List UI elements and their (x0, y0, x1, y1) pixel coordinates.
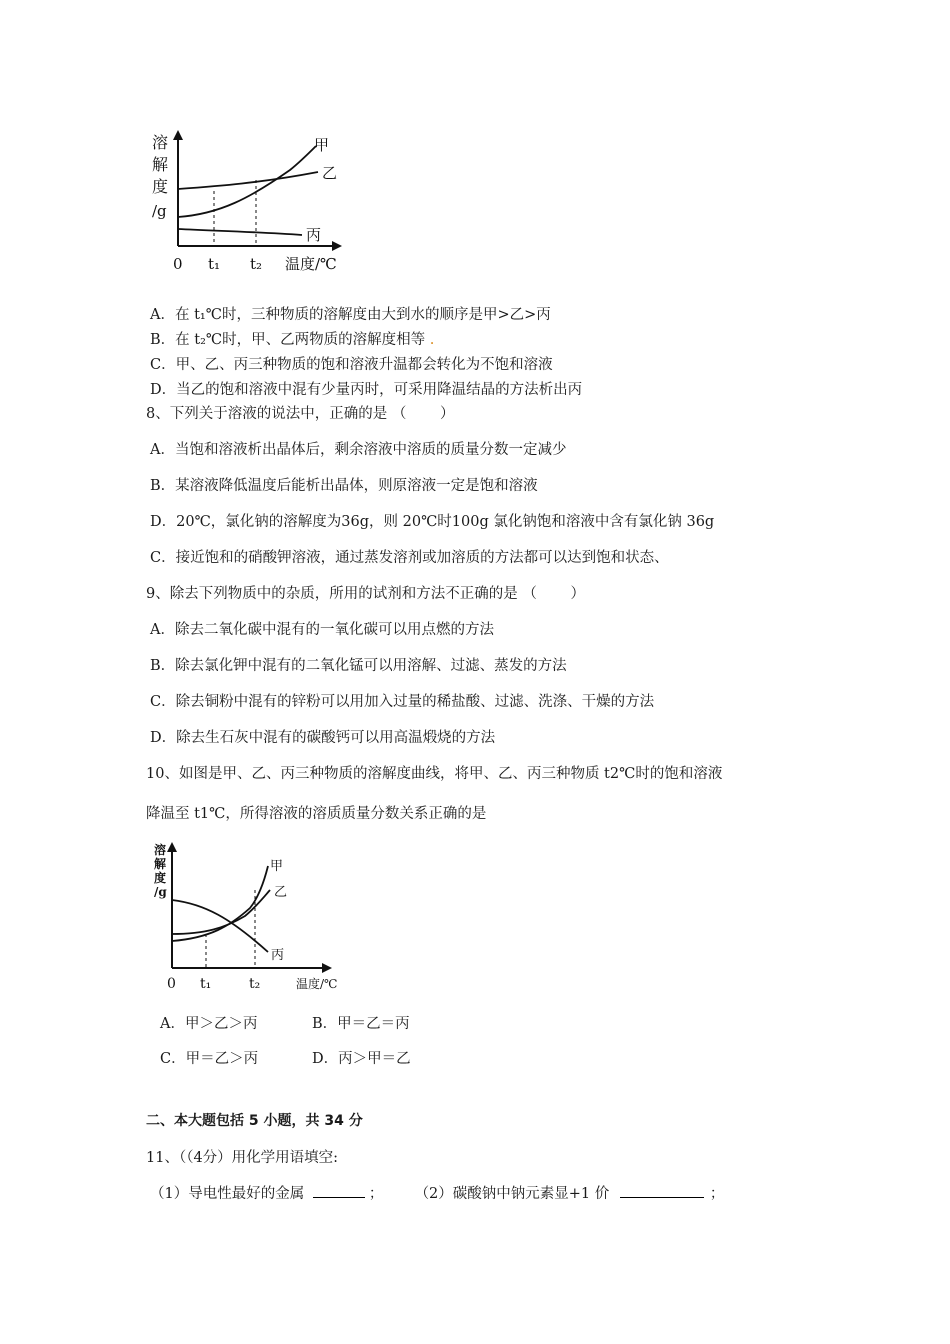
chart1-label-bing: 丙 (306, 226, 322, 244)
chart2-ylabel-3: 度 (154, 871, 167, 885)
q8-option-c: C．接近饱和的硝酸钾溶液，通过蒸发溶剂或加溶质的方法都可以达到饱和状态、 (150, 550, 669, 566)
q10-option-b: B．甲＝乙＝丙 (312, 1016, 410, 1032)
q11-part2: （2）碳酸钠中钠元素显+1 价 (414, 1186, 610, 1202)
solubility-chart-1-svg (140, 128, 370, 278)
chart1-curve-yi (178, 172, 318, 189)
q11-part1: （1）导电性最好的金属 (150, 1186, 305, 1202)
q8-option-b: B．某溶液降低温度后能析出晶体，则原溶液一定是饱和溶液 (150, 478, 538, 494)
q9-option-d: D．除去生石灰中混有的碳酸钙可以用高温煅烧的方法 (150, 730, 496, 746)
q9-option-b: B．除去氯化钾中混有的二氧化锰可以用溶解、过滤、蒸发的方法 (150, 658, 567, 674)
chart1-ylabel-4: /g (152, 202, 167, 220)
q11-end: ； (709, 1186, 725, 1202)
chart2-ylabel-4: /g (154, 885, 167, 899)
q11-blank-2[interactable] (620, 1183, 704, 1198)
q7-option-c: C．甲、乙、丙三种物质的饱和溶液升温都会转化为不饱和溶液 (150, 357, 553, 373)
chart1-label-jia: 甲 (314, 136, 330, 154)
chart1-curve-jia (178, 146, 316, 217)
section-2-heading: 二、本大题包括 5 小题，共 34 分 (146, 1113, 363, 1129)
q8-option-d: D．20℃，氯化钠的溶解度为36g，则 20℃时100g 氯化钠饱和溶液中含有氯化钠 36g (150, 514, 715, 530)
chart2-x-arrow (322, 963, 332, 973)
q8-stem: 8、下列关于溶液的说法中，正确的是 （ ） (146, 406, 455, 422)
solubility-chart-2-svg (150, 838, 360, 998)
chart1-origin: 0 (173, 255, 183, 273)
chart2-label-jia: 甲 (270, 859, 284, 874)
chart1-curve-bing (178, 229, 302, 235)
chart2-t2: t₂ (249, 976, 261, 992)
q8-option-a: A．当饱和溶液析出晶体后，剩余溶液中溶质的质量分数一定减少 (150, 442, 567, 458)
chart1-ylabel-1: 溶 (152, 133, 169, 152)
chart1-ylabel-2: 解 (152, 155, 169, 174)
q7-option-b-text: B．在 t₂℃时，甲、乙两物质的溶解度相等 (150, 332, 426, 348)
q10-stem-line1: 10、如图是甲、乙、丙三种物质的溶解度曲线，将甲、乙、丙三种物质 t2℃时的饱和溶液 (146, 766, 723, 782)
chart2-t1: t₁ (200, 976, 212, 992)
chart2-y-arrow (167, 842, 177, 852)
chart2-ylabel-2: 解 (154, 857, 167, 871)
q10-stem-line2: 降温至 t1℃，所得溶液的溶质质量分数关系正确的是 (146, 806, 487, 822)
q11-sep: ； (368, 1186, 384, 1202)
chart2-label-bing: 丙 (271, 948, 285, 963)
q7-option-b (150, 328, 434, 349)
chart1-t2: t₂ (250, 255, 263, 273)
chart1-x-arrow (332, 241, 342, 251)
chart1-xlabel: 温度/℃ (285, 255, 337, 273)
solubility-chart-2 (150, 838, 360, 998)
chart2-ylabel-1: 溶 (154, 843, 167, 857)
chart2-origin: 0 (167, 976, 176, 992)
q10-option-a: A．甲＞乙＞丙 (160, 1016, 258, 1032)
q7-option-a: A．在 t₁℃时，三种物质的溶解度由大到水的顺序是甲>乙>丙 (150, 307, 551, 323)
chart1-ylabel-3: 度 (152, 177, 169, 196)
q11-blank-1[interactable] (313, 1183, 365, 1198)
chart2-curve-jia (172, 866, 268, 941)
q11-stem: 11、（（4分）用化学用语填空: (146, 1150, 339, 1166)
solubility-chart-1 (140, 128, 370, 278)
q7-option-d: D．当乙的饱和溶液中混有少量丙时，可采用降温结晶的方法析出丙 (150, 382, 583, 398)
q9-option-c: C．除去铜粉中混有的锌粉可以用加入过量的稀盐酸、过滤、洗涤、干燥的方法 (150, 694, 655, 710)
chart1-t1: t₁ (208, 255, 221, 273)
chart1-y-arrow (173, 130, 183, 140)
q9-stem: 9、除去下列物质中的杂质，所用的试剂和方法不正确的是 （ ） (146, 586, 585, 602)
q9-option-a: A．除去二氧化碳中混有的一氧化碳可以用点燃的方法 (150, 622, 494, 638)
q10-option-d: D．丙＞甲＝乙 (312, 1051, 411, 1067)
q11-fill-line (150, 1182, 724, 1203)
stray-dot: . (429, 332, 435, 348)
chart1-label-yi: 乙 (322, 164, 338, 182)
chart2-xlabel: 温度/℃ (296, 977, 338, 991)
chart2-label-yi: 乙 (274, 885, 288, 900)
q10-option-c: C．甲＝乙＞丙 (160, 1051, 259, 1067)
